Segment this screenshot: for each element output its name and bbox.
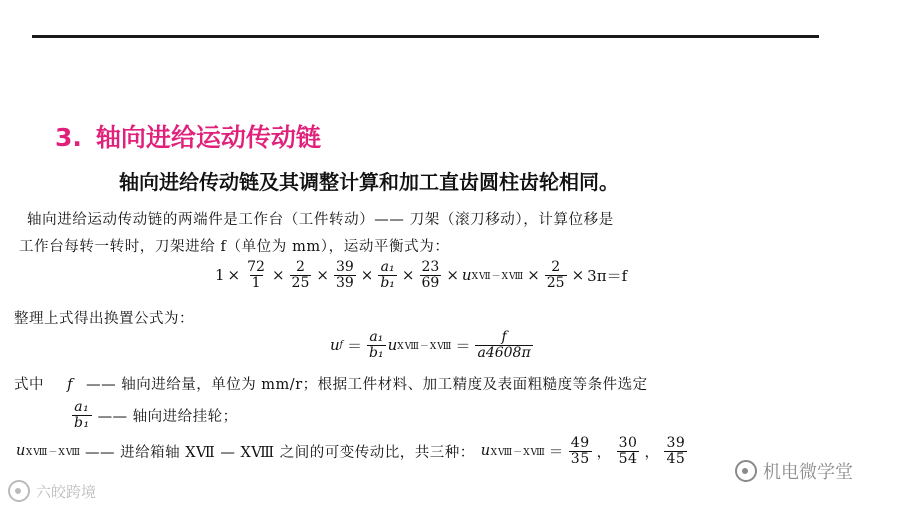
gear-fraction [72,400,92,430]
watermark-right-text: 机电微学堂 [763,462,853,483]
denominator: 35 [570,450,590,467]
section-heading [55,118,321,154]
equals-sign: ＝ [548,444,564,461]
times-sign: × [527,266,540,285]
rearranged-label: 整理上式得出换置公式为： [14,311,194,327]
top-divider-line [32,35,819,38]
denominator: 25 [546,274,565,291]
paragraph-line-2: 工作台每转一转时，刀架进给 f（单位为 mm），运动平衡式为： [19,239,450,255]
times-sign: × [571,266,585,285]
section-title: 轴向进给运动传动链 [95,123,321,152]
watermark-left-text: 六皎跨境 [36,482,97,501]
watermark-logo-icon [8,480,30,502]
numerator: 39 [335,259,354,275]
numerator: f [501,329,507,345]
denominator: b₁ [74,414,90,431]
denominator: 54 [618,450,638,467]
eq-fraction [545,260,567,290]
watermark-right [735,458,853,484]
u-symbol: u [387,336,398,355]
change-gear-formula [330,330,535,360]
balance-equation [215,260,627,290]
formula-fraction [475,330,532,360]
eq-fraction [420,260,442,290]
u-description: —— 进给箱轴 XⅦ — XⅧ 之间的可变传动比，共三种： [85,444,475,461]
definition-u [16,436,689,466]
numerator: a₁ [74,399,90,415]
formula-fraction [367,330,386,360]
definition-f [14,373,648,394]
definition-gear [70,400,238,430]
paragraph-line-1: 轴向进给运动传动链的两端件是工作台（工件转动）—— 刀架（滚刀移动），计算位移是 [27,212,614,228]
times-sign: × [271,266,285,285]
gear-description: —— 轴向进给挂轮； [97,408,238,425]
separator: ， [596,444,612,461]
formula-lhs-subscript: f [339,340,345,351]
denominator: 1 [251,274,261,291]
numerator: 39 [666,435,686,451]
numerator: a₁ [369,329,384,345]
f-symbol: f [67,377,73,393]
u-subscript: XⅧ－XⅧ [397,341,453,352]
formula-lhs: u [330,336,340,355]
eq-fraction [245,260,267,290]
denominator: 69 [421,274,440,291]
denominator: b₁ [369,344,384,361]
numerator: 49 [570,435,590,451]
eq-fraction [290,260,312,290]
denominator: b₁ [380,274,395,291]
equals-sign: ＝ [347,336,363,355]
times-sign: × [446,266,459,285]
separator: ， [644,444,660,461]
u-symbol: u [480,443,491,460]
f-description: —— 轴向进给量，单位为 mm/r；根据工件材料、加工精度及表面粗糙度等条件选定 [86,377,648,393]
numerator: 2 [551,259,561,275]
u-symbol: u [16,443,26,460]
wechat-logo-icon [735,460,757,482]
eq-fraction [378,260,397,290]
times-sign: × [401,266,415,285]
ratio-option [617,436,640,466]
eq-tail: 3π＝f [587,266,628,285]
denominator: 45 [666,450,686,467]
u-subscript: XⅧ－XⅧ [490,447,546,458]
u-symbol: u [461,266,472,285]
section-number: 3. [55,123,82,152]
u-subscript: XⅧ－XⅧ [25,447,82,458]
denominator: 39 [335,274,354,291]
equals-sign: ＝ [455,336,471,355]
u-subscript: XⅦ－XⅧ [471,271,525,282]
denominator: 25 [291,274,310,291]
eq-fraction [334,260,356,290]
watermark-left [8,480,96,502]
numerator: 72 [247,259,265,275]
description-paragraph [19,207,877,261]
numerator: 23 [421,259,440,275]
numerator: 30 [618,435,638,451]
definitions-label: 式中 [14,377,44,393]
numerator: a₁ [380,259,395,275]
times-sign: × [360,266,374,285]
ratio-option [569,436,592,466]
section-subtitle: 轴向进给传动链及其调整计算和加工直齿圆柱齿轮相同。 [119,170,619,194]
eq-lead-term: 1 [215,266,225,285]
times-sign: × [227,266,241,285]
denominator: a4608π [477,344,531,361]
times-sign: × [316,266,329,285]
ratio-option [664,436,687,466]
numerator: 2 [295,259,305,275]
